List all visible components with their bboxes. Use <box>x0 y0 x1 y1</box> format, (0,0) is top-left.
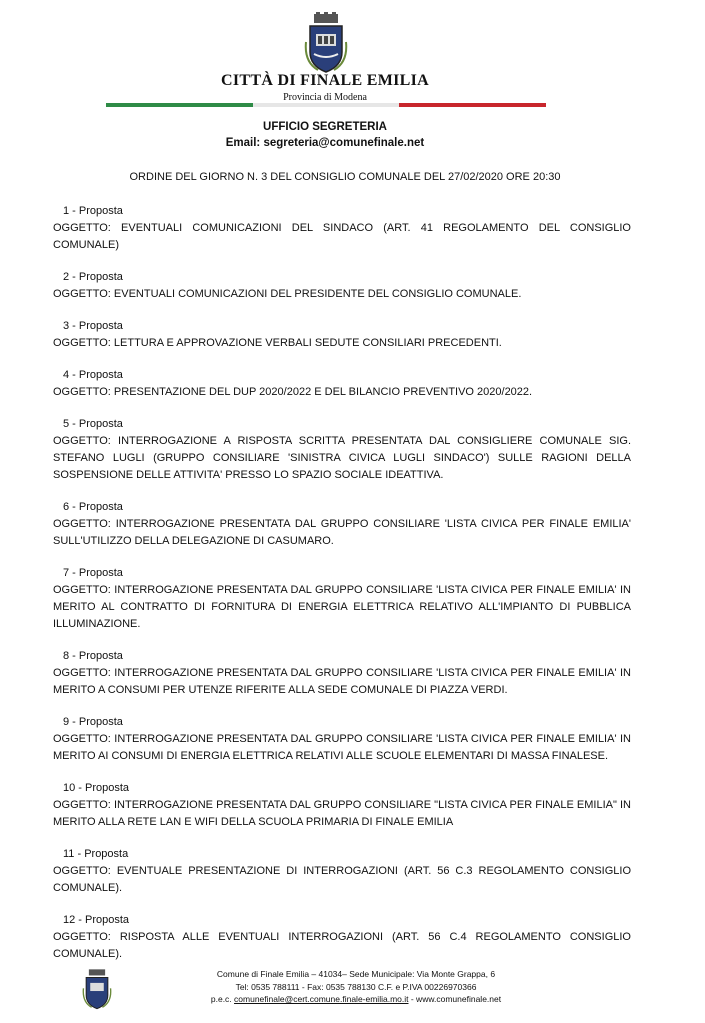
tricolore-red <box>399 103 546 107</box>
agenda-item <box>53 318 631 352</box>
website-text: - www.comunefinale.net <box>408 994 502 1004</box>
agenda-item <box>53 912 631 963</box>
item-number: 6 - Proposta <box>63 501 123 513</box>
agenda-item <box>53 499 631 550</box>
item-number: 1 - Proposta <box>63 205 123 217</box>
item-subject: OGGETTO: INTERROGAZIONE PRESENTATA DAL GRUPPO CONSILIARE 'LISTA CIVICA PER FINALE EMILIA' IN MERITO AI CONSUMI DI ENERGIA ELETTRICA RELATIVI ALLE SCUOLE ELEMENTARI DI MASSA FINALESE. <box>53 733 631 762</box>
tricolore-white <box>253 103 400 107</box>
item-subject: OGGETTO: EVENTUALE PRESENTAZIONE DI INTERROGAZIONI (ART. 56 C.3 REGOLAMENTO CONSIGLIO COMUNALE). <box>53 865 631 894</box>
city-name: CITTÀ DI FINALE EMILIA <box>221 72 429 89</box>
tricolore-bar <box>106 103 546 107</box>
agenda-item <box>53 203 631 254</box>
item-number: 12 - Proposta <box>63 914 130 926</box>
office-name: UFFICIO SEGRETERIA <box>263 121 387 133</box>
item-subject: OGGETTO: INTERROGAZIONE PRESENTATA DAL GRUPPO CONSILIARE 'LISTA CIVICA PER FINALE EMILIA' SULL'UTILIZZO DELLA DELEGAZIONE DI CASUMARO. <box>53 518 631 547</box>
footer-pec-line <box>176 993 536 1006</box>
agenda-item <box>53 846 631 897</box>
agenda-item <box>53 367 631 401</box>
item-number: 8 - Proposta <box>63 650 123 662</box>
agenda-list <box>53 203 631 978</box>
office-email: Email: segreteria@comunefinale.net <box>225 137 425 149</box>
tricolore-green <box>106 103 253 107</box>
agenda-item <box>53 714 631 765</box>
agenda-item <box>53 565 631 633</box>
footer-coat-of-arms-icon <box>82 968 112 1010</box>
item-subject: OGGETTO: INTERROGAZIONE A RISPOSTA SCRITTA PRESENTATA DAL CONSIGLIERE COMUNALE SIG. STEFANO LUGLI (GRUPPO CONSILIARE 'SINISTRA CIVICA LUGLI SINDACO') SULLE RAGIONI DELLA SOSPENSIONE DELLE ATTIVITA' PRESSO LO SPAZIO SOCIALE IDEATTIVA. <box>53 435 631 481</box>
item-number: 3 - Proposta <box>63 320 123 332</box>
agenda-item <box>53 648 631 699</box>
item-number: 9 - Proposta <box>63 716 123 728</box>
agenda-item <box>53 269 631 303</box>
item-subject: OGGETTO: LETTURA E APPROVAZIONE VERBALI SEDUTE CONSILIARI PRECEDENTI. <box>53 337 502 349</box>
province-name: Provincia di Modena <box>283 92 367 103</box>
coat-of-arms-icon <box>304 12 348 74</box>
pec-link[interactable]: comunefinale@cert.comune.finale-emilia.mo.it <box>234 994 409 1004</box>
item-subject: OGGETTO: INTERROGAZIONE PRESENTATA DAL GRUPPO CONSILIARE 'LISTA CIVICA PER FINALE EMILIA' IN MERITO AL CONTRATTO DI FORNITURA DI ENERGIA ELETTRICA RELATIVO ALL'IMPIANTO DI PUBBLICA ILLUMINAZIONE. <box>53 584 631 630</box>
item-number: 11 - Proposta <box>63 848 129 860</box>
item-number: 5 - Proposta <box>63 418 123 430</box>
agenda-item <box>53 416 631 484</box>
item-subject: OGGETTO: EVENTUALI COMUNICAZIONI DEL PRESIDENTE DEL CONSIGLIO COMUNALE. <box>53 288 522 300</box>
item-subject: OGGETTO: INTERROGAZIONE PRESENTATA DAL GRUPPO CONSILIARE 'LISTA CIVICA PER FINALE EMILIA' IN MERITO A CONSUMI PER UTENZE RIFERITE ALLA SEDE COMUNALE DI PIAZZA VERDI. <box>53 667 631 696</box>
pec-label: p.e.c. <box>210 994 235 1004</box>
agenda-title: ORDINE DEL GIORNO N. 3 DEL CONSIGLIO COMUNALE DEL 27/02/2020 ORE 20:30 <box>129 171 561 183</box>
agenda-item <box>53 780 631 831</box>
footer <box>176 968 536 1006</box>
item-number: 10 - Proposta <box>63 782 130 794</box>
footer-contacts: Tel: 0535 788111 - Fax: 0535 788130 C.F. e P.IVA 00226970366 <box>235 981 477 992</box>
item-subject: OGGETTO: PRESENTAZIONE DEL DUP 2020/2022 E DEL BILANCIO PREVENTIVO 2020/2022. <box>53 386 533 398</box>
item-number: 7 - Proposta <box>63 567 123 579</box>
item-subject: OGGETTO: EVENTUALI COMUNICAZIONI DEL SINDACO (ART. 41 REGOLAMENTO DEL CONSIGLIO COMUNALE) <box>53 222 631 251</box>
item-subject: OGGETTO: RISPOSTA ALLE EVENTUALI INTERROGAZIONI (ART. 56 C.4 REGOLAMENTO CONSIGLIO COMUNALE). <box>53 931 631 960</box>
item-number: 2 - Proposta <box>63 271 123 283</box>
footer-address: Comune di Finale Emilia – 41034– Sede Municipale: Via Monte Grappa, 6 <box>216 969 496 979</box>
item-number: 4 - Proposta <box>63 369 123 381</box>
item-subject: OGGETTO: INTERROGAZIONE PRESENTATA DAL GRUPPO CONSILIARE "LISTA CIVICA PER FINALE EMILIA" IN MERITO ALLA RETE LAN E WIFI DELLA SCUOLA PRIMARIA DI FINALE EMILIA <box>53 799 631 828</box>
